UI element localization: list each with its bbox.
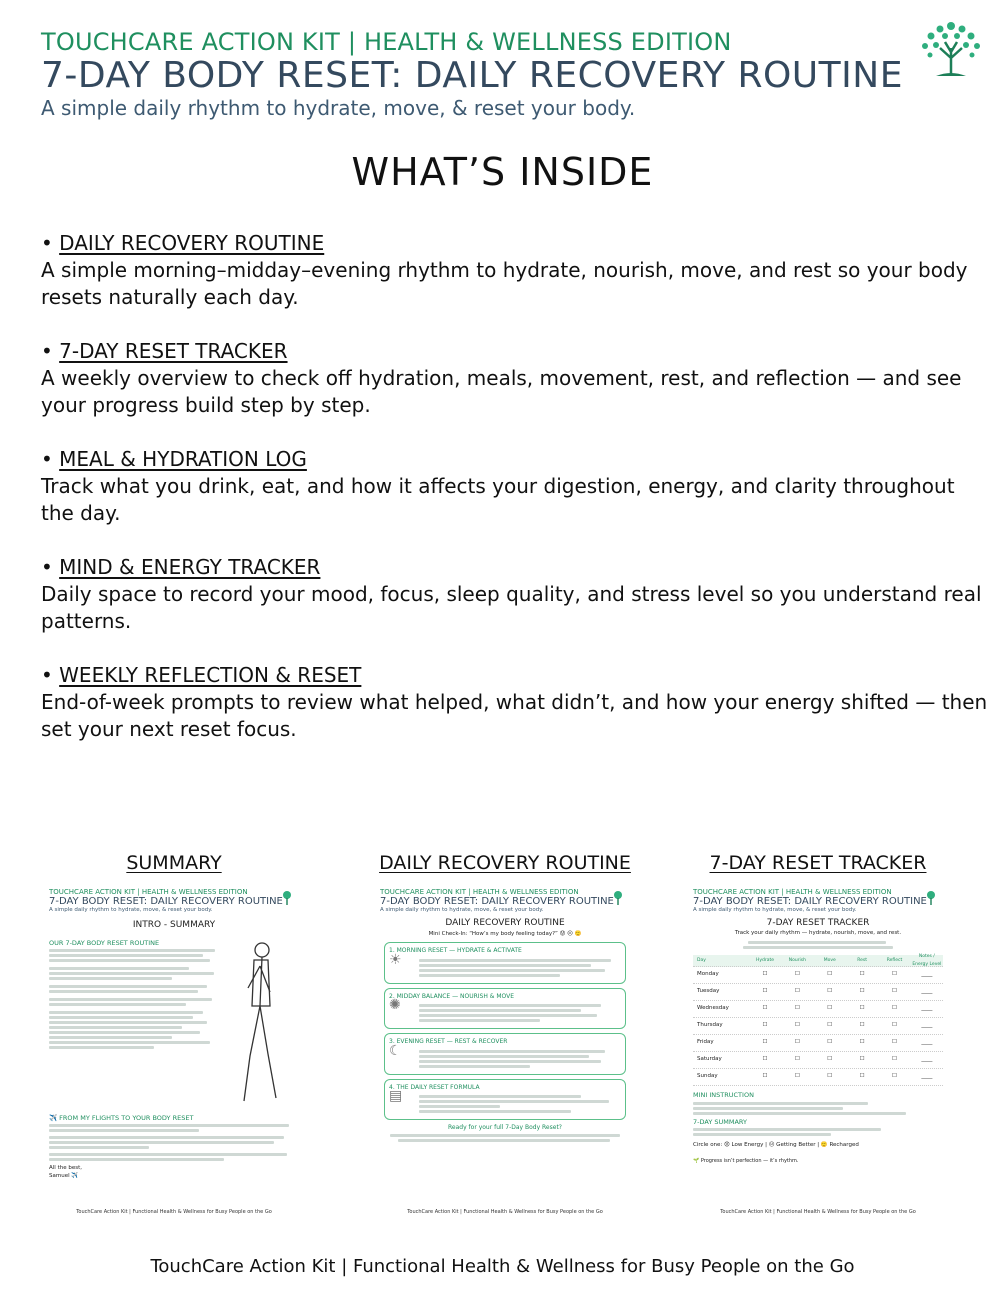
preview-gallery: [0, 852, 1005, 1232]
thumb-brand: TOUCHCARE ACTION KIT | HEALTH & WELLNESS EDITION: [380, 888, 579, 896]
thumb-cta: Ready for your full 7-Day Body Reset?: [448, 1124, 562, 1131]
tree-logo-icon: [916, 18, 986, 80]
thumb-tagline: A simple daily rhythm to hydrate, move, & reset your body.: [380, 907, 544, 913]
preview-summary: [44, 852, 304, 1218]
item-description: A simple morning–midday–evening rhythm to hydrate, nourish, move, and rest so your body resets naturally each day.: [41, 258, 968, 309]
table-row: Saturday ☐ ☐ ☐ ☐ ☐ ____: [693, 1052, 943, 1069]
column-header: Notes / Energy Level: [912, 954, 942, 967]
tree-logo-icon: [279, 890, 295, 906]
table-row: Monday ☐ ☐ ☐ ☐ ☐ ____: [693, 967, 943, 984]
item-title: 7-DAY RESET TRACKER: [59, 339, 288, 363]
list-item: [41, 554, 991, 635]
item-title: MIND & ENERGY TRACKER: [59, 555, 321, 579]
tracker-header-row: [693, 955, 943, 967]
thumb-footer: TouchCare Action Kit | Functional Health & Wellness for Busy People on the Go: [76, 1208, 272, 1215]
table-row: Wednesday ☐ ☐ ☐ ☐ ☐ ____: [693, 1001, 943, 1018]
thumb-title: 7-DAY BODY RESET: DAILY RECOVERY ROUTINE: [693, 896, 927, 907]
bullet: •: [41, 231, 53, 255]
table-row: Sunday ☐ ☐ ☐ ☐ ☐ ____: [693, 1069, 943, 1086]
item-title: WEEKLY REFLECTION & RESET: [59, 663, 362, 687]
bullet: •: [41, 447, 53, 471]
box-title: 4. THE DAILY RESET FORMULA: [389, 1083, 480, 1091]
thumb-signoff: All the best,: [49, 1165, 82, 1171]
list-item: [41, 662, 991, 743]
item-title: MEAL & HYDRATION LOG: [59, 447, 307, 471]
thumb-intro: Track your daily rhythm — hydrate, nourish, move, and rest.: [734, 929, 902, 936]
moon-icon: ☾: [389, 1042, 402, 1059]
thumb-subheading: OUR 7-DAY BODY RESET ROUTINE: [49, 938, 160, 947]
thumb-footer: TouchCare Action Kit | Functional Health & Wellness for Busy People on the Go: [407, 1208, 603, 1215]
thumb-brand: TOUCHCARE ACTION KIT | HEALTH & WELLNESS EDITION: [49, 888, 248, 896]
thumb-tagline: A simple daily rhythm to hydrate, move, & reset your body.: [693, 907, 857, 913]
table-row: Thursday ☐ ☐ ☐ ☐ ☐ ____: [693, 1018, 943, 1035]
bullet: •: [41, 555, 53, 579]
list-item: [41, 338, 991, 419]
brand-line: TOUCHCARE ACTION KIT | HEALTH & WELLNESS EDITION: [41, 28, 732, 56]
thumb-heading: DAILY RECOVERY ROUTINE: [445, 918, 565, 928]
thumb-signature: Samuel ✈️: [49, 1172, 79, 1179]
thumb-tagline: A simple daily rhythm to hydrate, move, & reset your body.: [49, 907, 213, 913]
box-title: 1. MORNING RESET — HYDRATE & ACTIVATE: [389, 947, 522, 954]
item-description: Daily space to record your mood, focus, sleep quality, and stress level so you understand real patterns.: [41, 582, 982, 633]
header: [41, 28, 921, 120]
thumbnail-routine: [380, 888, 630, 1218]
thumbnail-summary: [49, 888, 299, 1218]
day-label: Monday: [697, 971, 719, 978]
item-description: A weekly overview to check off hydration, meals, movement, rest, and reflection — and see your progress build step by step.: [41, 366, 962, 417]
day-label: Friday: [697, 1039, 714, 1046]
bullet: •: [41, 339, 53, 363]
list-item: [41, 230, 991, 311]
thumb-footer: TouchCare Action Kit | Functional Health & Wellness for Busy People on the Go: [720, 1208, 916, 1215]
section-title: WHAT’S INSIDE: [351, 150, 654, 194]
day-label: Wednesday: [697, 1005, 729, 1012]
thumb-subheading: ✈️ FROM MY FLIGHTS TO YOUR BODY RESET: [49, 1113, 194, 1122]
thumb-heading: INTRO - SUMMARY: [132, 920, 216, 930]
thumb-circle: Circle one: 😟 Low Energy | 😐 Getting Better | 🙂 Recharged: [693, 1142, 859, 1148]
sun-icon: ✺: [389, 997, 401, 1013]
box-title: 3. EVENING RESET — REST & RECOVER: [389, 1038, 508, 1045]
column-header: Nourish: [788, 957, 806, 963]
thumb-checkin: Mini Check-In: “How’s my body feeling today?” 😟 😐 🙂: [428, 930, 582, 937]
thumb-brand: TOUCHCARE ACTION KIT | HEALTH & WELLNESS EDITION: [693, 888, 892, 896]
thumb-subheading: MINI INSTRUCTION: [693, 1091, 754, 1099]
routine-box: [384, 988, 626, 1030]
column-header: Move: [823, 957, 836, 963]
page-footer: TouchCare Action Kit | Functional Health & Wellness for Busy People on the Go: [150, 1256, 855, 1277]
item-title: DAILY RECOVERY ROUTINE: [59, 231, 325, 255]
preview-label: DAILY RECOVERY ROUTINE: [379, 852, 631, 874]
routine-box: [384, 942, 626, 984]
sunrise-icon: ☀: [389, 951, 402, 968]
tagline: A simple daily rhythm to hydrate, move, & reset your body.: [41, 96, 636, 120]
thumb-title: 7-DAY BODY RESET: DAILY RECOVERY ROUTINE: [49, 896, 283, 907]
page-title: 7-DAY BODY RESET: DAILY RECOVERY ROUTINE: [41, 55, 903, 96]
thumb-title: 7-DAY BODY RESET: DAILY RECOVERY ROUTINE: [380, 896, 614, 907]
day-label: Saturday: [697, 1056, 722, 1063]
column-header: Rest: [857, 957, 868, 963]
box-title: 2. MIDDAY BALANCE — NOURISH & MOVE: [389, 992, 515, 1000]
column-header: Day: [697, 957, 706, 963]
thumb-heading: 7-DAY RESET TRACKER: [766, 918, 870, 928]
preview-label: 7-DAY RESET TRACKER: [709, 852, 927, 874]
bullet: •: [41, 663, 53, 687]
tree-logo-icon: [923, 890, 939, 906]
day-label: Tuesday: [697, 988, 720, 995]
thumb-progress: 🌱 Progress isn’t perfection — it’s rhythm.: [693, 1157, 799, 1164]
item-description: End-of-week prompts to review what helped, what didn’t, and how your energy shifted — then set your next reset focus.: [41, 690, 988, 741]
contents-list: [41, 230, 991, 770]
table-row: Tuesday ☐ ☐ ☐ ☐ ☐ ____: [693, 984, 943, 1001]
routine-box: [384, 1033, 626, 1075]
day-label: Sunday: [697, 1073, 718, 1080]
preview-tracker: [688, 852, 948, 1218]
list-item: [41, 446, 991, 527]
column-header: Reflect: [886, 957, 903, 963]
thumb-subheading: 7-DAY SUMMARY: [693, 1117, 747, 1126]
routine-box: [384, 1079, 626, 1121]
preview-routine: [375, 852, 635, 1218]
clipboard-icon: ▤: [389, 1088, 403, 1104]
day-label: Thursday: [697, 1022, 723, 1029]
column-header: Hydrate: [755, 957, 774, 963]
walking-person-icon: [224, 936, 294, 1111]
thumbnail-tracker: [693, 888, 943, 1218]
item-description: Track what you drink, eat, and how it affects your digestion, energy, and clarity throughout the day.: [41, 474, 955, 525]
tree-logo-icon: [610, 890, 626, 906]
table-row: Friday ☐ ☐ ☐ ☐ ☐ ____: [693, 1035, 943, 1052]
preview-label: SUMMARY: [126, 852, 222, 874]
